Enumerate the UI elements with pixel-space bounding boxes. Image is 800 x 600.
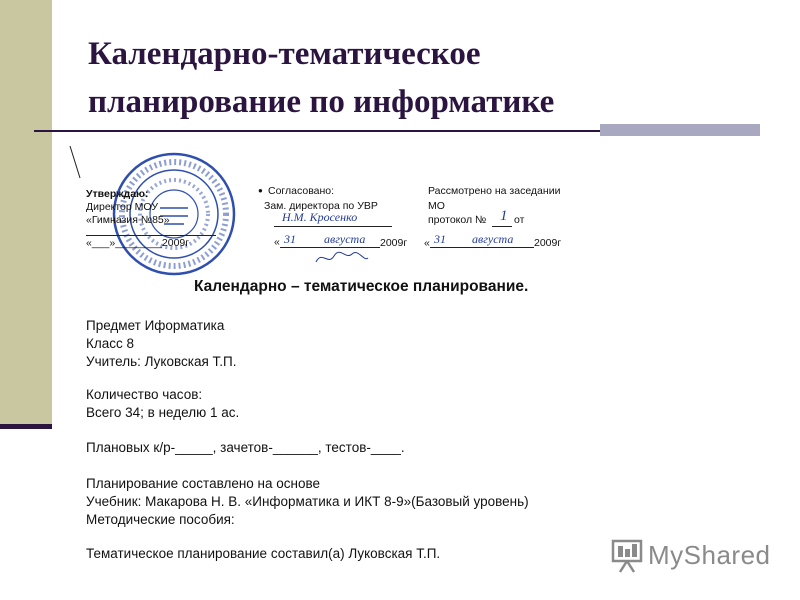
agreed-date-open: «: [274, 236, 280, 248]
agreed-day: 31: [284, 232, 296, 246]
agreed-signature-line: [274, 226, 392, 227]
left-accent-bar: [0, 0, 52, 426]
slide-title-line2: планирование по информатике: [88, 84, 555, 120]
agreed-signature: Н.М. Кросенко: [282, 210, 358, 224]
document-heading: Календарно – тематическое планирование.: [194, 278, 529, 295]
approve-line1: Утверждаю:: [86, 188, 149, 200]
approve-line3: «Гимназия №85»: [86, 214, 170, 226]
scanned-document: [68, 144, 658, 582]
author-line: Тематическое планирование составил(а) Луковская Т.П.: [86, 546, 441, 561]
reviewed-line1: Рассмотрено на заседании: [428, 185, 561, 197]
reviewed-day: 31: [434, 232, 446, 246]
bullet-icon: ●: [258, 186, 263, 195]
agreed-handwritten-signature: [312, 248, 372, 268]
approve-line2: Директор МОУ: [86, 201, 159, 213]
agreed-month: августа: [324, 232, 366, 246]
hours-label: Количество часов:: [86, 387, 203, 402]
slide-title-line1: Календарно-тематическое: [88, 36, 481, 72]
myshared-watermark: [608, 538, 771, 574]
grade-line: Класс 8: [86, 336, 135, 351]
reviewed-year: 2009г: [534, 237, 562, 249]
approve-date: «___»________2009г: [86, 237, 190, 249]
presentation-board-icon: [610, 538, 644, 574]
subject-line: Предмет Иформатика: [86, 318, 225, 333]
title-underline-accent: [600, 124, 760, 136]
basis-line: Планирование составлено на основе: [86, 476, 321, 491]
teacher-line: Учитель: Луковская Т.П.: [86, 354, 237, 369]
title-underline: [34, 130, 600, 132]
hours-total: Всего 34; в неделю 1 ас.: [86, 405, 240, 420]
planned-assessments: Плановых к/р-_____, зачетов-______, тестов-____.: [86, 440, 405, 455]
reviewed-protocol-suffix: от: [514, 214, 525, 226]
slide-title: [88, 30, 728, 126]
reviewed-line2: МО: [428, 200, 445, 212]
reviewed-protocol: протокол №: [428, 214, 487, 226]
agreed-line1: Согласовано:: [268, 185, 335, 197]
reviewed-protocol-line: [492, 226, 512, 227]
reviewed-date-open: «: [424, 237, 430, 249]
reviewed-date-line: [430, 247, 534, 248]
agreed-line2: Зам. директора по УВР: [264, 200, 378, 212]
watermark-text: MyShared: [648, 540, 771, 570]
reviewed-month: августа: [472, 232, 514, 246]
textbook-line: Учебник: Макарова Н. В. «Информатика и ИКТ 8-9»(Базовый уровень): [86, 494, 529, 509]
approve-signature-line: [86, 235, 216, 236]
agreed-year: 2009г: [380, 237, 408, 249]
reviewed-protocol-number: 1: [500, 208, 508, 224]
left-accent-bar-cap: [0, 424, 52, 429]
pen-mark: [68, 144, 88, 184]
manuals-line: Методические пособия:: [86, 512, 235, 527]
